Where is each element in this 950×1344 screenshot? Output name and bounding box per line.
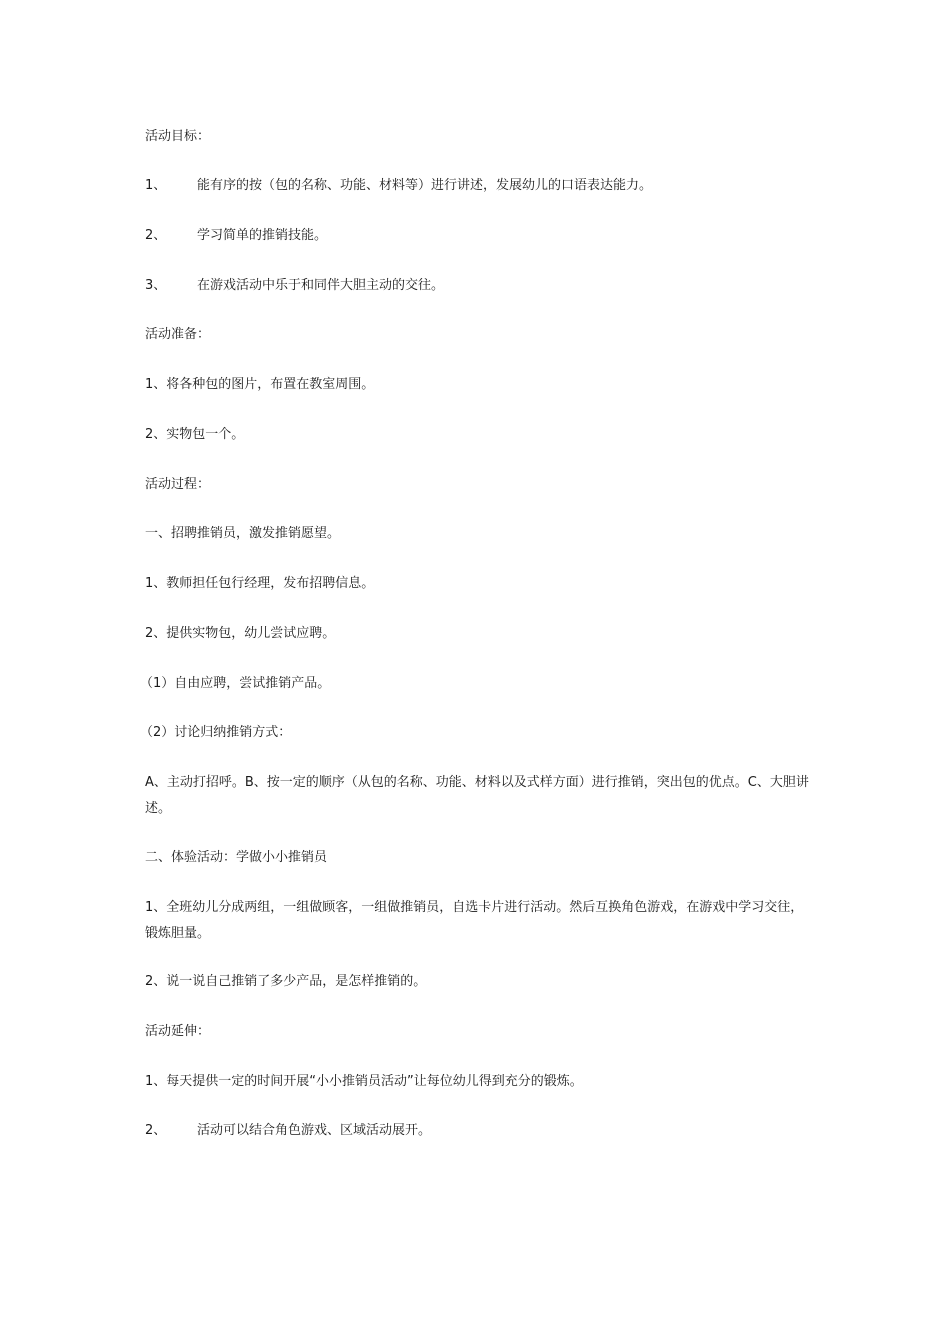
prep-heading: 活动准备： bbox=[145, 327, 211, 342]
goal-item-3 bbox=[145, 273, 815, 299]
process-heading: 活动过程： bbox=[145, 477, 211, 492]
goal-item-2 bbox=[145, 223, 815, 249]
extension-item-1: 1、每天提供一定的时间开展“小小推销员活动”让每位幼儿得到充分的锻炼。 bbox=[145, 1074, 583, 1089]
part1-sub-item-2: （2）讨论归纳推销方式： bbox=[140, 725, 292, 740]
goal-item-3-number: 3、 bbox=[145, 278, 167, 293]
part1-methods: A、主动打招呼。B、按一定的顺序（从包的名称、功能、材料以及式样方面）进行推销，突出包的优点。C、大胆讲述。 bbox=[145, 775, 809, 816]
part2-item-1: 1、全班幼儿分成两组，一组做顾客，一组做推销员，自选卡片进行活动。然后互换角色游戏，在游戏中学习交往，锻炼胆量。 bbox=[145, 900, 804, 941]
goal-item-3-text: 在游戏活动中乐于和同伴大胆主动的交往。 bbox=[197, 278, 445, 293]
goal-item-2-number: 2、 bbox=[145, 228, 167, 243]
part1-sub-item-1: （1）自由应聘，尝试推销产品。 bbox=[140, 676, 331, 691]
extension-item-2-number: 2、 bbox=[145, 1123, 167, 1138]
part2-title: 二、体验活动：学做小小推销员 bbox=[145, 850, 328, 865]
prep-item-2: 2、实物包一个。 bbox=[145, 427, 245, 442]
goal-item-2-text: 学习简单的推销技能。 bbox=[197, 228, 328, 243]
part1-item-1: 1、教师担任包行经理，发布招聘信息。 bbox=[145, 576, 375, 591]
extension-item-2 bbox=[145, 1118, 815, 1144]
extension-item-2-text: 活动可以结合角色游戏、区域活动展开。 bbox=[197, 1123, 432, 1138]
goal-item-1 bbox=[145, 173, 815, 199]
goal-item-1-text: 能有序的按（包的名称、功能、材料等）进行讲述，发展幼儿的口语表达能力。 bbox=[197, 178, 653, 193]
goal-heading: 活动目标： bbox=[145, 129, 211, 144]
part1-title: 一、招聘推销员，激发推销愿望。 bbox=[145, 526, 341, 541]
extension-heading: 活动延伸： bbox=[145, 1024, 211, 1039]
part2-item-2: 2、说一说自己推销了多少产品，是怎样推销的。 bbox=[145, 974, 427, 989]
goal-item-1-number: 1、 bbox=[145, 178, 167, 193]
part1-item-2: 2、提供实物包，幼儿尝试应聘。 bbox=[145, 626, 336, 641]
prep-item-1: 1、将各种包的图片，布置在教室周围。 bbox=[145, 377, 375, 392]
